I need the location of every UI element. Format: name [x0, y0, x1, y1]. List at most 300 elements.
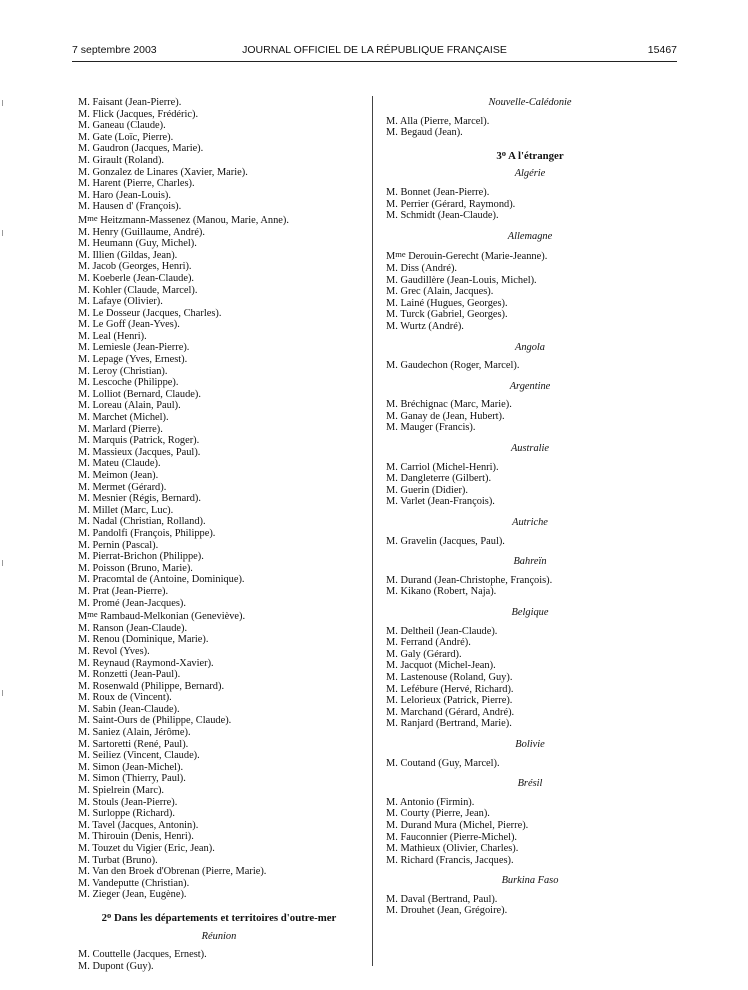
- list-item: [78, 855, 360, 867]
- list-item: [386, 496, 674, 508]
- person-name: Guerin (Didier).: [400, 484, 468, 496]
- title: M.: [78, 527, 90, 539]
- title: M.: [386, 198, 398, 210]
- title: M.: [386, 461, 398, 473]
- title: M.: [386, 718, 398, 730]
- list-item: [386, 684, 674, 696]
- country-subheading: Allemagne: [507, 230, 553, 242]
- person-name: Galy (Gérard).: [400, 648, 462, 660]
- list-item: [78, 961, 360, 973]
- title: M.: [78, 166, 90, 178]
- list-item: [78, 669, 360, 681]
- title: M.: [78, 622, 90, 634]
- list-item: [386, 286, 674, 298]
- person-name: Flick (Jacques, Frédéric).: [92, 108, 199, 120]
- title: M.: [78, 354, 90, 366]
- title: M.: [386, 262, 398, 274]
- name-list: [386, 626, 674, 730]
- list-item: [78, 808, 360, 820]
- country-subheading: Autriche: [512, 517, 548, 529]
- name-list: [386, 187, 674, 222]
- person-name: Schmidt (Jean-Claude).: [400, 210, 499, 222]
- title: M.: [78, 319, 90, 331]
- list-item: [386, 187, 674, 199]
- list-item: [78, 143, 360, 155]
- list-item: [78, 646, 360, 658]
- list-item: [386, 843, 674, 855]
- list-item: [386, 660, 674, 672]
- person-name: Van den Broek d'Obrenan (Pierre, Marie).: [92, 866, 267, 878]
- list-item: [78, 797, 360, 809]
- person-name: Marchet (Michel).: [92, 412, 169, 424]
- list-item: [386, 797, 674, 809]
- title: M.: [386, 831, 398, 843]
- person-name: Revol (Yves).: [92, 645, 150, 657]
- section-number-sup: o: [501, 147, 507, 158]
- person-name: Courty (Pierre, Jean).: [400, 808, 490, 820]
- title: M.: [386, 286, 398, 298]
- person-name: Thirouin (Denis, Henri).: [92, 831, 194, 843]
- title: M.: [78, 692, 90, 704]
- person-name: Pracomtal de (Antoine, Dominique).: [92, 574, 245, 586]
- person-name: Durand Mura (Michel, Pierre).: [400, 819, 529, 831]
- person-name: Pernin (Pascal).: [92, 539, 159, 551]
- person-name: Seiliez (Vincent, Claude).: [92, 750, 200, 762]
- list-item: [386, 894, 674, 906]
- list-item: [78, 598, 360, 610]
- person-name: Poisson (Bruno, Marie).: [92, 562, 193, 574]
- title: M.: [78, 843, 90, 854]
- person-name: Henry (Guillaume, André).: [92, 226, 205, 238]
- title: M.: [78, 120, 90, 132]
- title: M.: [386, 399, 398, 411]
- person-name: Gate (Loïc, Pierre).: [92, 131, 174, 143]
- list-item: [78, 201, 360, 213]
- title: M.: [78, 388, 90, 400]
- title: M.: [78, 108, 90, 120]
- person-name: Begaud (Jean).: [400, 127, 463, 139]
- title: M.: [78, 201, 90, 213]
- list-item: [78, 949, 360, 961]
- person-name: Deltheil (Jean-Claude).: [400, 625, 498, 637]
- title: M.: [78, 585, 90, 597]
- list-item: [386, 637, 674, 649]
- person-name: Lescoche (Philippe).: [92, 377, 179, 389]
- list-item: [78, 308, 360, 320]
- title: M.: [386, 625, 398, 637]
- name-list: [386, 399, 674, 434]
- list-item: [78, 831, 360, 843]
- list-item: [386, 718, 674, 730]
- person-name: Turck (Gabriel, Georges).: [400, 309, 508, 321]
- title: M.: [78, 284, 90, 296]
- list-item: [78, 167, 360, 179]
- list-item: [78, 447, 360, 459]
- person-name: Perrier (Gérard, Raymond).: [400, 198, 516, 210]
- section-number: 2: [101, 911, 108, 924]
- person-name: Carriol (Michel-Henri).: [400, 461, 499, 473]
- list-item: [386, 399, 674, 411]
- title: M.: [78, 249, 90, 261]
- person-name: Ganay de (Jean, Hubert).: [400, 410, 505, 422]
- person-name: Mesnier (Régis, Bernard).: [92, 493, 201, 505]
- person-name: Leroy (Christian).: [92, 365, 168, 377]
- list-item: [386, 820, 674, 832]
- title: M.: [386, 410, 398, 422]
- title: M.: [78, 645, 90, 657]
- list-item: [78, 190, 360, 202]
- person-name: Lafaye (Olivier).: [92, 296, 163, 308]
- title: M.: [386, 757, 398, 769]
- list-item: [78, 342, 360, 354]
- person-name: Gaudechon (Roger, Marcel).: [400, 360, 520, 372]
- person-name: Le Dosseur (Jacques, Charles).: [92, 307, 222, 319]
- person-name: Stouls (Jean-Pierre).: [92, 796, 178, 808]
- person-name: Grec (Alain, Jacques).: [400, 286, 494, 298]
- name-list: [78, 949, 360, 972]
- person-name: Marlard (Pierre).: [92, 423, 163, 435]
- title: M.: [386, 808, 398, 820]
- list-item: [386, 485, 674, 497]
- title: M.: [386, 819, 398, 831]
- list-item: [78, 424, 360, 436]
- person-name: Surloppe (Richard).: [92, 808, 175, 820]
- country-subheading: Bahreïn: [513, 556, 547, 568]
- list-item: [78, 866, 360, 878]
- title: M.: [78, 773, 90, 785]
- title: M.: [78, 178, 90, 190]
- list-item: [78, 773, 360, 785]
- margin-mark: [2, 100, 3, 106]
- list-item: [78, 704, 360, 716]
- person-name: Gaudillère (Jean-Louis, Michel).: [400, 274, 537, 286]
- country-subheading: Algérie: [514, 168, 546, 180]
- person-name: Pandolfi (François, Philippe).: [92, 527, 216, 539]
- list-item: [78, 389, 360, 401]
- title: M.: [386, 683, 398, 695]
- title: M.: [78, 866, 90, 878]
- title: M.: [386, 843, 398, 855]
- title: M.: [386, 115, 398, 127]
- title: M.: [386, 274, 398, 286]
- title: M.: [78, 715, 90, 727]
- list-item: [78, 261, 360, 273]
- header-date: 7 septembre 2003: [72, 44, 157, 56]
- person-name: Jacob (Georges, Henri).: [92, 261, 192, 273]
- title: M.: [78, 97, 90, 108]
- list-item: [78, 785, 360, 797]
- title: M.: [78, 412, 90, 424]
- title: M.: [78, 307, 90, 319]
- list-item: [78, 574, 360, 586]
- list-item: [78, 296, 360, 308]
- list-item: [386, 536, 674, 548]
- title: M.: [386, 796, 398, 808]
- person-name: Lainé (Hugues, Georges).: [400, 297, 508, 309]
- list-item: [386, 473, 674, 485]
- list-item: [78, 889, 360, 901]
- person-name: Gonzalez de Linares (Xavier, Marie).: [92, 166, 248, 178]
- name-list: [386, 894, 674, 917]
- name-list: [386, 116, 674, 139]
- list-item: [78, 609, 360, 623]
- section-heading-etranger: [386, 148, 674, 163]
- person-name: Lelorieux (Patrick, Pierre).: [400, 695, 513, 707]
- title: M.: [78, 342, 90, 354]
- person-name: Meimon (Jean).: [92, 470, 159, 481]
- list-item: [386, 249, 674, 263]
- list-item: [78, 528, 360, 540]
- person-name: Millet (Marc, Luc).: [92, 504, 174, 516]
- person-name: Diss (André).: [400, 262, 458, 274]
- person-name: Le Goff (Jean-Yves).: [92, 319, 180, 331]
- title: M.: [386, 484, 398, 496]
- title: M.: [78, 703, 90, 715]
- title: M.: [386, 127, 398, 139]
- title: M.: [78, 377, 90, 389]
- title: M.: [78, 261, 90, 273]
- list-item: [78, 820, 360, 832]
- person-name: Saint-Ours de (Philippe, Claude).: [92, 715, 232, 727]
- person-name: Bréchignac (Marc, Marie).: [400, 399, 512, 411]
- title: M.: [78, 680, 90, 692]
- title: M.: [386, 586, 398, 598]
- title: M.: [78, 272, 90, 284]
- column-divider: [372, 96, 373, 966]
- list-item: [78, 750, 360, 762]
- title: M.: [78, 574, 90, 586]
- person-name: Haro (Jean-Louis).: [92, 189, 171, 201]
- list-item: [78, 120, 360, 132]
- person-name: Promé (Jean-Jacques).: [92, 597, 186, 609]
- person-name: Daval (Bertrand, Paul).: [400, 893, 498, 905]
- list-item: [78, 493, 360, 505]
- list-item: [386, 707, 674, 719]
- person-name: Mermet (Gérard).: [92, 481, 167, 493]
- list-item: [78, 319, 360, 331]
- list-item: [386, 672, 674, 684]
- list-item: [386, 263, 674, 275]
- list-item: [386, 575, 674, 587]
- list-item: [78, 586, 360, 598]
- title: M.: [78, 365, 90, 377]
- person-name: Hausen d' (François).: [92, 201, 182, 213]
- person-name: Lefébure (Hervé, Richard).: [400, 683, 514, 695]
- person-name: Ranjard (Bertrand, Marie).: [400, 718, 512, 730]
- title: M.: [386, 648, 398, 660]
- title: M.: [78, 750, 90, 762]
- title: M.: [386, 854, 398, 866]
- title: M.: [78, 657, 90, 669]
- title: M.: [78, 435, 90, 447]
- title: M.: [78, 493, 90, 505]
- title: M.: [78, 551, 90, 563]
- list-item: [78, 97, 360, 109]
- margin-mark: [2, 560, 3, 566]
- person-name: Jacquot (Michel-Jean).: [400, 660, 496, 672]
- list-item: [78, 155, 360, 167]
- person-name: Rosenwald (Philippe, Bernard).: [92, 680, 225, 692]
- list-item: [386, 855, 674, 867]
- title: M.: [78, 597, 90, 609]
- title: M.: [386, 695, 398, 707]
- title: M.: [386, 473, 398, 485]
- list-item: [78, 623, 360, 635]
- name-list: [78, 97, 360, 901]
- list-item: [78, 843, 360, 855]
- title: M.: [386, 186, 398, 198]
- list-item: [386, 422, 674, 434]
- title: M.: [78, 516, 90, 528]
- person-name: Ferrand (André).: [400, 637, 471, 649]
- title: Mme: [78, 212, 98, 226]
- title: M.: [78, 727, 90, 739]
- person-name: Sabin (Jean-Claude).: [92, 703, 180, 715]
- person-name: Harent (Pierre, Charles).: [92, 178, 195, 190]
- person-name: Marchand (Gérard, André).: [400, 706, 515, 718]
- title: M.: [78, 808, 90, 820]
- list-item: [78, 178, 360, 190]
- list-item: [386, 832, 674, 844]
- person-name: Mateu (Claude).: [92, 458, 161, 470]
- person-name: Girault (Roland).: [92, 154, 165, 166]
- title: Mme: [386, 249, 406, 263]
- person-name: Couttelle (Jacques, Ernest).: [92, 949, 207, 961]
- title: M.: [386, 309, 398, 321]
- person-name: Kohler (Claude, Marcel).: [92, 284, 198, 296]
- person-name: Lolliot (Bernard, Claude).: [92, 388, 201, 400]
- list-item: [78, 109, 360, 121]
- list-item: [386, 127, 674, 139]
- person-name: Koeberle (Jean-Claude).: [92, 272, 195, 284]
- list-item: [78, 285, 360, 297]
- person-name: Lepage (Yves, Ernest).: [92, 354, 188, 366]
- list-item: [78, 354, 360, 366]
- person-name: Fauconnier (Pierre-Michel).: [400, 831, 518, 843]
- person-name: Wurtz (André).: [400, 320, 464, 332]
- person-name: Pierrat-Brichon (Philippe).: [92, 551, 204, 563]
- list-item: [78, 458, 360, 470]
- list-item: [78, 658, 360, 670]
- person-name: Simon (Jean-Michel).: [92, 761, 184, 773]
- person-name: Bonnet (Jean-Pierre).: [400, 186, 490, 198]
- person-name: Rambaud-Melkonian (Geneviève).: [100, 611, 246, 623]
- list-item: [78, 681, 360, 693]
- name-list: [386, 758, 674, 770]
- person-name: Simon (Thierry, Paul).: [92, 773, 186, 785]
- name-list: [386, 536, 674, 548]
- person-name: Zieger (Jean, Eugène).: [92, 889, 187, 901]
- left-column: [78, 97, 360, 972]
- list-item: [386, 309, 674, 321]
- title: M.: [386, 706, 398, 718]
- title: M.: [386, 660, 398, 672]
- list-item: [78, 563, 360, 575]
- title: M.: [78, 669, 90, 681]
- list-item: [386, 199, 674, 211]
- list-item: [78, 366, 360, 378]
- person-name: Massieux (Jacques, Paul).: [92, 446, 201, 458]
- list-item: [78, 238, 360, 250]
- title: M.: [386, 210, 398, 222]
- person-name: Lemiesle (Jean-Pierre).: [92, 342, 190, 354]
- list-item: [386, 462, 674, 474]
- title: M.: [78, 470, 90, 481]
- header-journal-title: JOURNAL OFFICIEL DE LA RÉPUBLIQUE FRANÇAISE: [242, 44, 507, 56]
- person-name: Derouin-Gerecht (Marie-Jeanne).: [408, 251, 548, 263]
- title: M.: [78, 400, 90, 412]
- list-item: [78, 435, 360, 447]
- section-heading-outre-mer: [78, 910, 360, 925]
- title: M.: [78, 458, 90, 470]
- person-name: Mauger (Francis).: [400, 422, 476, 434]
- person-name: Ranson (Jean-Claude).: [92, 622, 188, 634]
- title: M.: [386, 320, 398, 332]
- person-name: Gaudron (Jacques, Marie).: [92, 143, 204, 155]
- list-item: [78, 739, 360, 751]
- person-name: Drouhet (Jean, Grégoire).: [400, 905, 508, 917]
- margin-mark: [2, 230, 3, 236]
- list-item: [78, 878, 360, 890]
- person-name: Coutand (Guy, Marcel).: [400, 757, 500, 769]
- person-name: Heitzmann-Massenez (Manou, Marie, Anne).: [100, 214, 289, 226]
- list-item: [78, 715, 360, 727]
- list-item: [386, 905, 674, 917]
- title: M.: [78, 481, 90, 493]
- list-item: [78, 273, 360, 285]
- subheading-reunion: Réunion: [201, 930, 237, 942]
- list-item: [386, 116, 674, 128]
- name-list: [386, 360, 674, 372]
- list-item: [386, 758, 674, 770]
- title: M.: [78, 154, 90, 166]
- name-list: [386, 462, 674, 508]
- title: M.: [78, 634, 90, 646]
- header-rule: [72, 61, 677, 62]
- person-name: Sartoretti (René, Paul).: [92, 738, 189, 750]
- person-name: Reynaud (Raymond-Xavier).: [92, 657, 214, 669]
- person-name: Roux de (Vincent).: [92, 692, 172, 704]
- title: M.: [386, 297, 398, 309]
- list-item: [386, 411, 674, 423]
- title: M.: [386, 905, 398, 917]
- person-name: Durand (Jean-Christophe, François).: [400, 574, 553, 586]
- title: M.: [78, 949, 90, 961]
- list-item: [386, 360, 674, 372]
- title: M.: [386, 574, 398, 586]
- title: M.: [78, 539, 90, 551]
- person-name: Heumann (Guy, Michel).: [92, 238, 197, 250]
- list-item: [78, 482, 360, 494]
- title: M.: [78, 889, 90, 901]
- country-groups: [386, 168, 674, 917]
- person-name: Saniez (Alain, Jérôme).: [92, 727, 191, 739]
- person-name: Turbat (Bruno).: [92, 854, 158, 866]
- list-item: [386, 586, 674, 598]
- country-subheading: Brésil: [517, 778, 543, 790]
- list-item: [386, 275, 674, 287]
- country-subheading: Belgique: [511, 607, 549, 618]
- title: M.: [78, 143, 90, 155]
- person-name: Mathieux (Olivier, Charles).: [400, 843, 519, 855]
- person-name: Alla (Pierre, Marcel).: [399, 115, 490, 127]
- title: M.: [386, 360, 398, 372]
- title: M.: [78, 960, 90, 972]
- person-name: Dupont (Guy).: [92, 960, 154, 972]
- title: M.: [78, 831, 90, 843]
- section-number: 3: [496, 149, 502, 162]
- title: M.: [386, 496, 398, 508]
